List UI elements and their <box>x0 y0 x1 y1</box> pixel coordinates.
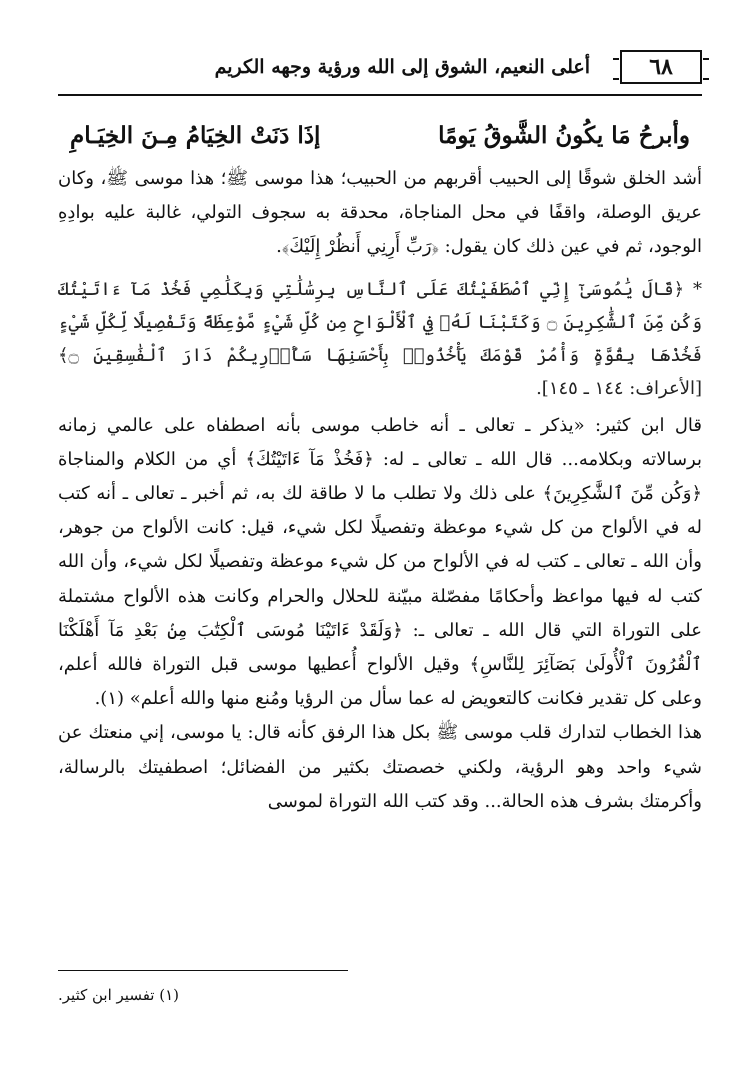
paragraph: هذا الخطاب لتدارك قلب موسى ﷺ بكل هذا الرفق كأنه قال: يا موسى، إني منعتك عن شيء واحد وهو الرؤية، ولكني خصصتك بكثير من الفضائل؛ اصطفيتك بالرسالة، وأكرمتك بشرف هذه الحالة... وقد كتب الله التوراة لموسى <box>58 722 702 812</box>
body-text <box>58 162 702 819</box>
paragraph: أشد الخلق شوقًا إلى الحبيب أقربهم من الحبيب؛ هذا موسى ﷺ؛ هذا موسى ﷺ، وكان عريق الوصلة، واقفًا في محل المناجاة، محدقة به سجوف التولي، غالبة عليه بوادِهِ الوجود، ثم في عين ذلك كان يقول: ﴿رَبِّ أَرِنِي أَنظُرْ إِلَيْكَ﴾. <box>58 168 702 258</box>
verse-left-hemistich: إذَا دَنَتْ الخِيَامُ مِـنَ الخِيَـامِ <box>70 122 321 149</box>
footnote-divider <box>58 970 348 971</box>
book-page <box>58 38 702 1038</box>
verse-right-hemistich: وأبرحُ مَا يكُونُ الشَّوقُ يَومًا <box>438 122 690 149</box>
running-title: أعلى النعيم، الشوق إلى الله ورؤية وجهه الكريم <box>214 56 590 78</box>
page-number: ٦٨ <box>620 50 702 84</box>
footnote-text: (١) تفسير ابن كثير. <box>58 986 180 1004</box>
quran-quotation: * ﴿قَالَ يَٰمُوسَىٰٓ إِنِّي ٱصْطَفَيْتُكَ عَلَى ٱلنَّاسِ بِرِسَٰلَٰتِي وَبِكَلَٰمِي فَخُذْ مَآ ءَاتَيْتُكَ وَكُن مِّنَ ٱلشَّٰكِرِينَ ۝ وَكَتَبْنَا لَهُۥ فِي ٱلْأَلْوَاحِ مِن كُلِّ شَيْءٍ مَّوْعِظَةً وَتَفْصِيلًا لِّكُلِّ شَيْءٍ فَخُذْهَا بِقُوَّةٍ وَأْمُرْ قَوْمَكَ يَأْخُذُوا۟ بِأَحْسَنِهَا سَأُو۟رِيكُمْ دَارَ ٱلْفَٰسِقِينَ ۝﴾ [الأعراف: ١٤٤ ـ ١٤٥]. <box>58 278 702 399</box>
paragraph: قال ابن كثير: «يذكر ـ تعالى ـ أنه خاطب موسى بأنه اصطفاه على عالمي زمانه برسالاته وبكلامه... قال الله ـ تعالى ـ له: ﴿فَخُذْ مَآ ءَاتَيْتُكَ﴾ أي من الكلام والمناجاة ﴿وَكُن مِّنَ ٱلشَّٰكِرِينَ﴾ على ذلك ولا تطلب ما لا طاقة لك به، ثم أخبر ـ تعالى ـ أنه كتب له في الألواح من كل شيء موعظة وتفصيلًا لكل شيء، قيل: كانت الألواح من جوهر، وأن الله ـ تعالى ـ كتب له في الألواح من كل شيء موعظة وتفصيلًا لكل شيء، وأن الله كتب له فيها مواعظ وأحكامًا مفصّلة مبيّنة للحلال والحرام وكانت هذه الألواح مشتملة على التوراة التي قال الله ـ تعالى ـ: ﴿وَلَقَدْ ءَاتَيْنَا مُوسَى ٱلْكِتَٰبَ مِنۢ بَعْدِ مَآ أَهْلَكْنَا ٱلْقُرُونَ ٱلْأُولَىٰ بَصَآئِرَ لِلنَّاسِ﴾ وقيل الألواح أُعطيها موسى قبل التوراة فالله أعلم، وعلى كل تقدير فكانت كالتعويض له عما سأل من الرؤيا ومُنع منها والله أعلم» (١). <box>58 414 702 710</box>
poetry-verse <box>70 122 690 149</box>
page-header <box>58 48 702 96</box>
footnote <box>58 986 322 1004</box>
